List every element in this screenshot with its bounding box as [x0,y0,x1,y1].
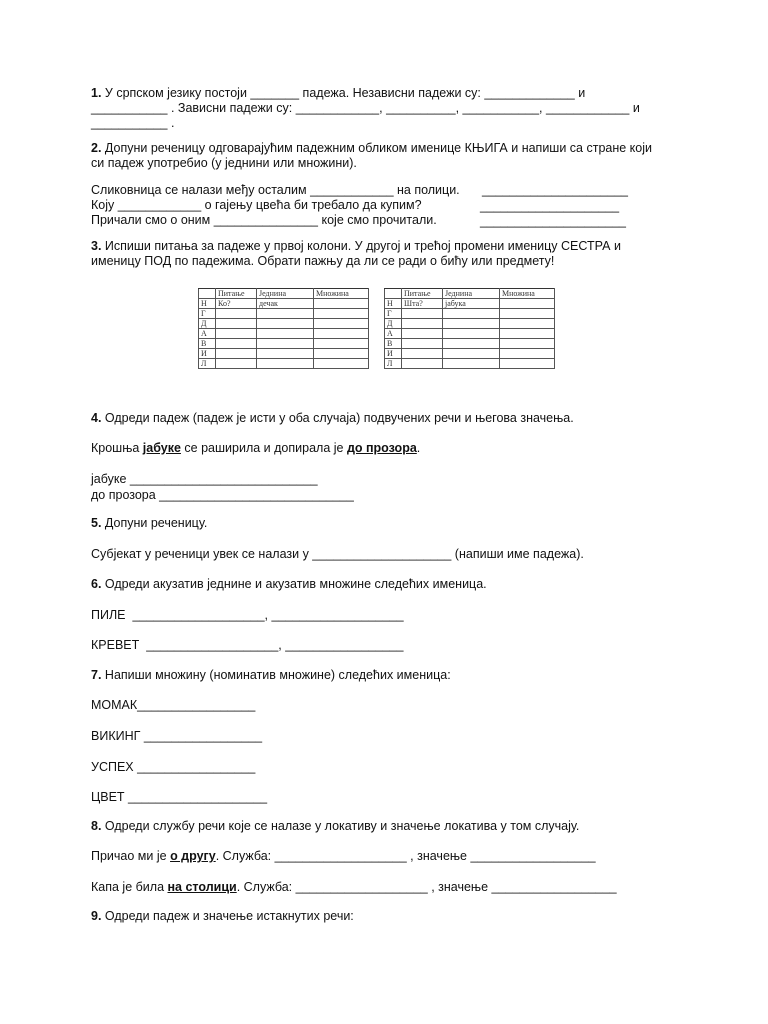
q3-number: 3. [91,239,102,253]
table-cell [257,349,314,359]
q7-text1: Напиши множину (номинатив множине) следећих именица: [101,668,451,682]
q4-number: 4. [91,411,102,425]
case-label: Д [385,319,402,329]
q2-blank1: _____________________ [482,183,628,197]
case-label: Д [199,319,216,329]
q8-line1 [91,819,579,834]
q9-text1: Одреди падеж и значење истакнутих речи: [101,909,354,923]
q6-text1: Одреди акузатив једнине и акузатив множине следећих именица. [101,577,487,591]
q5-line1 [91,516,207,531]
q1-line2: ___________ . Зависни падежи су: ____________, __________, ___________, ____________ и [91,101,640,115]
q8-sentence1-part1: Причао ми је [91,849,171,863]
table-row [199,339,369,349]
case-label: Н [199,299,216,309]
table-cell [216,339,257,349]
table-row [385,359,555,369]
table-row [199,319,369,329]
table-header-cell: Једнина [443,289,500,299]
q4-sentence-part1: Крошња [91,441,143,455]
table-cell [216,309,257,319]
q2-sentence1: Сликовница се налази међу осталим ____________ на полици. [91,183,460,197]
case-label: Г [199,309,216,319]
q7-line1 [91,668,451,683]
case-label: В [199,339,216,349]
q2-text1: Допуни реченицу одговарајућим падежним обликом именице КЊИГА и напиши са стране који [101,141,652,155]
case-label: А [385,329,402,339]
q4-highlight-jabuke: јабуке [142,441,181,455]
q3-text1: Испиши питања за падеже у првој колони. У другој и трећој промени именицу СЕСТРА и [101,239,621,253]
q4-answer2: до прозора ____________________________ [91,488,354,502]
table-cell: јабука [443,299,500,309]
q7-answer3: УСПЕХ _________________ [91,760,256,774]
q1-line1 [91,86,585,101]
table-cell [257,359,314,369]
case-label: Л [385,359,402,369]
table-cell [257,339,314,349]
q4-sentence [91,441,420,456]
table-cell [314,349,369,359]
q2-blank3: _____________________ [480,214,626,228]
case-table-pod [384,288,555,369]
q3-line2: именицу ПОД по падежима. Обрати пажњу да ли се ради о бићу или предмету! [91,254,555,268]
table-row [385,339,555,349]
table-cell [500,339,555,349]
q7-answer2: ВИКИНГ _________________ [91,729,263,743]
q2-blank2: ____________________ [480,199,620,213]
q1-number: 1. [91,86,102,100]
q2-line1 [91,141,652,156]
q5-text1: Допуни реченицу. [101,516,208,530]
table-cell: Ко? [216,299,257,309]
case-label: Л [199,359,216,369]
q8-text1: Одреди службу речи које се налазе у локативу и значење локатива у том случају. [101,819,580,833]
q8-highlight-na-stolici: на столици [167,880,237,894]
q2-sentence3: Причали смо о оним _______________ које смо прочитали. [91,213,437,227]
q5-sentence: Субјекат у реченици увек се налази у ____________________ (напиши име падежа). [91,547,584,561]
q2-number: 2. [91,141,102,155]
table-cell [402,309,443,319]
table-cell [443,349,500,359]
q8-sentence2-part2: . Служба: ___________________ , значење __________________ [236,880,617,894]
q2-sentence2: Коју ____________ о гајењу цвећа би требало да купим? [91,198,422,212]
table-header-cell: Множина [500,289,555,299]
case-label: Г [385,309,402,319]
table-header-cell [199,289,216,299]
q1-line3: ___________ . [91,116,175,130]
q6-line1 [91,577,487,592]
q7-number: 7. [91,668,102,682]
q6-answer1: ПИЛЕ ___________________, ___________________ [91,608,404,622]
q8-highlight-o-drugu: о другу [170,849,216,863]
case-label: Н [385,299,402,309]
table-cell [314,329,369,339]
table-header-row [199,289,369,299]
q1-text1: У српском језику постоји _______ падежа. Независни падежи су: _____________ и [101,86,586,100]
q4-sentence-part2: се раширила и допирала је [180,441,347,455]
table-cell [500,359,555,369]
table-cell [216,359,257,369]
table-cell [402,359,443,369]
q8-sentence2-part1: Капа је била [91,880,168,894]
table-header-cell: Питање [216,289,257,299]
table-row [199,359,369,369]
q7-answer1: МОМАК_________________ [91,698,256,712]
case-label: В [385,339,402,349]
table-row [199,349,369,359]
table-cell [500,349,555,359]
table-cell [216,329,257,339]
table-row [199,329,369,339]
table-cell [443,319,500,329]
table-header-cell: Питање [402,289,443,299]
table-cell [257,329,314,339]
q8-number: 8. [91,819,102,833]
table-header-cell [385,289,402,299]
table-cell [500,319,555,329]
table-cell [402,339,443,349]
q2-line2: си падеж употребио (у једнини или множини). [91,156,357,170]
table-cell [314,309,369,319]
table-cell [257,309,314,319]
table-cell: дечак [257,299,314,309]
table-header-cell: Множина [314,289,369,299]
table-cell [500,329,555,339]
table-row [385,349,555,359]
table-row [385,299,555,309]
table-header-row [385,289,555,299]
table-cell: Шта? [402,299,443,309]
q8-sentence1-part2: . Служба: ___________________ , значење __________________ [215,849,596,863]
q9-number: 9. [91,909,102,923]
case-label: А [199,329,216,339]
table-cell [402,329,443,339]
q7-answer4: ЦВЕТ ____________________ [91,790,268,804]
table-row [385,319,555,329]
table-header-cell: Једнина [257,289,314,299]
table-cell [314,339,369,349]
table-cell [443,359,500,369]
q6-answer2: КРЕВЕТ ___________________, _________________ [91,638,404,652]
q8-sentence1 [91,849,596,864]
q4-answer1: јабуке ___________________________ [91,472,318,486]
case-label: И [385,349,402,359]
table-cell [443,329,500,339]
q5-number: 5. [91,516,102,530]
table-cell [402,319,443,329]
table-cell [443,309,500,319]
table-cell [257,319,314,329]
table-cell [500,309,555,319]
case-table-sestra [198,288,369,369]
q6-number: 6. [91,577,102,591]
table-row [385,329,555,339]
table-cell [314,299,369,309]
table-cell [402,349,443,359]
case-label: И [199,349,216,359]
q4-sentence-part3: . [416,441,421,455]
q4-text1: Одреди падеж (падеж је исти у оба случаја) подвучених речи и његова значења. [101,411,574,425]
table-cell [500,299,555,309]
table-row [385,309,555,319]
q8-sentence2 [91,880,617,895]
q3-line1 [91,239,621,254]
table-cell [314,359,369,369]
table-cell [216,319,257,329]
table-cell [443,339,500,349]
table-cell [216,349,257,359]
table-cell [314,319,369,329]
q9-line1 [91,909,354,924]
table-row [199,309,369,319]
table-row [199,299,369,309]
q4-line1 [91,411,574,426]
q4-highlight-do-prozora: до прозора [346,441,417,455]
